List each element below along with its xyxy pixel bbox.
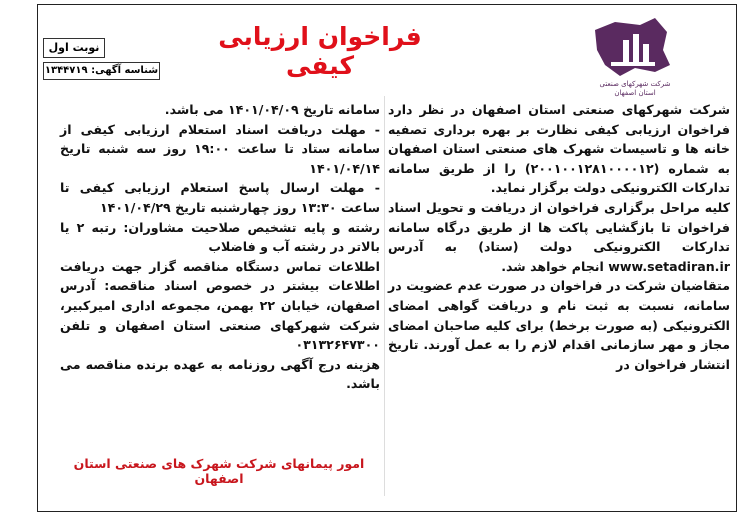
column-divider: [384, 96, 385, 496]
right-column: [388, 100, 730, 374]
logo-caption: شرکت شهرکهای صنعتی استان اصفهان: [599, 80, 671, 97]
ad-id-badge: شناسه آگهی: ۱۳۴۴۷۱۹: [43, 62, 160, 80]
qualification: رشته و پایه تشخیص صلاحیت مشاوران: رتبه ۲ یا بالاتر در رشته آب و فاضلاب: [60, 219, 380, 255]
stages-text: کلیه مراحل برگزاری فراخوان از دریافت و تحویل اسناد فراخوان تا بازگشایی پاکت ها از طریق درگاه سامانه تدارکات الکترونیکی دولت (ستاد) به آدرس: [388, 199, 730, 255]
stages-end: انجام خواهد شد.: [501, 258, 604, 274]
left-column: [60, 100, 380, 394]
setad-link[interactable]: www.setadiran.ir: [608, 258, 730, 274]
page-title: فراخوان ارزیابی کیفی: [218, 22, 422, 80]
response-deadline: - مهلت ارسال پاسخ استعلام ارزیابی کیفی تا ساعت ۱۳:۳۰ روز چهارشنبه تاریخ ۱۴۰۱/۰۴/۲۹: [60, 180, 380, 215]
docs-deadline: - مهلت دریافت اسناد استعلام ارزیابی کیفی از سامانه ستاد تا ساعت ۱۹:۰۰ روز سه شنبه تاریخ ۱۴۰۱/۰۴/۱۴: [60, 121, 380, 176]
paragraph-applicants: متقاضیان شرکت در فراخوان در صورت عدم عضویت در سامانه، نسبت به ثبت نام و دریافت گواهی امضای الکترونیکی (به صورت برخط) برای کلیه صاحبان امضای مجاز و مهر سازمانی اقدام لازم را به عمل آورند. تاریخ انتشار فراخوان در: [388, 278, 730, 372]
paragraph-stages: [388, 198, 730, 276]
paragraph-intro: شرکت شهرکهای صنعتی استان اصفهان در نظر دارد فراخوان ارزیابی کیفی نظارت بر بهره برداری تصفیه خانه ها و تاسیسات شهرک های صنعتی استان اصفهان به شماره (۲۰۰۱۰۰۱۲۸۱۰۰۰۰۱۲) را از طریق سامانه تدارکات الکترونیکی دولت برگزار نماید.: [388, 102, 730, 196]
ad-cost: هزینه درج آگهی روزنامه به عهده برنده مناقصه می باشد.: [60, 356, 380, 392]
edition-badge: نوبت اول: [43, 38, 105, 58]
publish-date: سامانه تاریخ ۱۴۰۱/۰۴/۰۹ می باشد.: [164, 102, 380, 117]
signature: امور پیمانهای شرکت شهرک های صنعتی استان اصفهان: [73, 456, 365, 486]
contact-info: اطلاعات تماس دستگاه مناقصه گزار جهت دریافت اطلاعات بیشتر در خصوص اسناد مناقصه: آدرس اصفهان، خیابان ۲۲ بهمن، مجموعه اداری امیرکبیر، شرکت شهرکهای صنعتی استان اصفهان و تلفن ۰۳۱۳۲۶۴۷۳۰۰: [60, 258, 380, 353]
